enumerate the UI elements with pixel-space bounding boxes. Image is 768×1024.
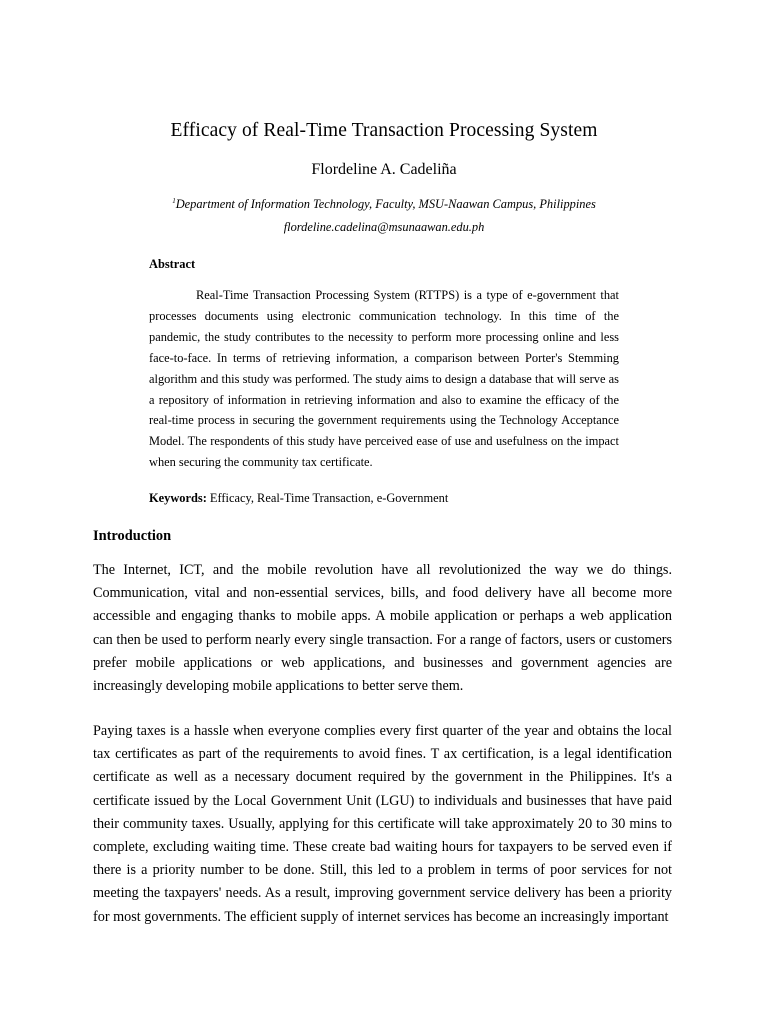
abstract-heading: Abstract <box>149 257 196 271</box>
abstract-text: Real-Time Transaction Processing System (RTTPS) is a type of e-government that processes documents using electronic communication technology. In this time of the pandemic, the study contributes to the necessity to perform more processing online and less face-to-face. In terms of retrieving information, a comparison between Porter's Stemming algorithm and this study was performed. The study aims to design a database that will serve as a repository of information in retrieving information and also to examine the efficacy of the real-time process in securing the government requirements using the Technology Acceptance Model. The respondents of this study have perceived ease of use and usefulness on the impact when securing the community tax certificate. <box>149 288 619 470</box>
keywords-text: Efficacy, Real-Time Transaction, e-Government <box>206 491 449 505</box>
paper-title: Efficacy of Real-Time Transaction Processing System <box>170 120 598 141</box>
introduction-paragraph-1: The Internet, ICT, and the mobile revolution have all revolutionized the way we do things. Communication, vital and non-essential services, bills, and food delivery have all become more accessible and engaging thanks to mobile apps. A mobile application or perhaps a web application can then be used to perform nearly every single transaction. For a range of factors, users or customers prefer mobile applications or web applications, and businesses and government agencies are increasingly developing mobile applications to better serve them. <box>93 562 672 695</box>
author-affiliation <box>0 197 768 212</box>
introduction-paragraph-2: Paying taxes is a hassle when everyone complies every first quarter of the year and obtains the local tax certificates as part of the requirements to avoid fines. T ax certification, is a legal identification certificate as well as a necessary document required by the government in the Philippines. It's a certificate issued by the Local Government Unit (LGU) to individuals and businesses that have paid their community taxes. Usually, applying for this certificate will take approximately 20 to 30 mins to complete, excluding waiting time. These create bad waiting hours for taxpayers to be served even if there is a priority number to be done. Still, this led to a problem in terms of poor services for not meeting the taxpayers' needs. As a result, improving government service delivery has been a priority for most governments. The efficient supply of internet services has become an increasingly important <box>93 723 672 925</box>
author-name: Flordeline A. Cadeliña <box>311 161 457 178</box>
affiliation-text: Department of Information Technology, Faculty, MSU-Naawan Campus, Philippines <box>175 197 596 211</box>
keywords-label: Keywords: <box>149 491 207 505</box>
author-email: flordeline.cadelina@msunaawan.edu.ph <box>283 220 485 234</box>
introduction-heading: Introduction <box>93 528 172 544</box>
affiliation-marker: 1 <box>172 197 176 205</box>
keywords <box>149 491 448 506</box>
